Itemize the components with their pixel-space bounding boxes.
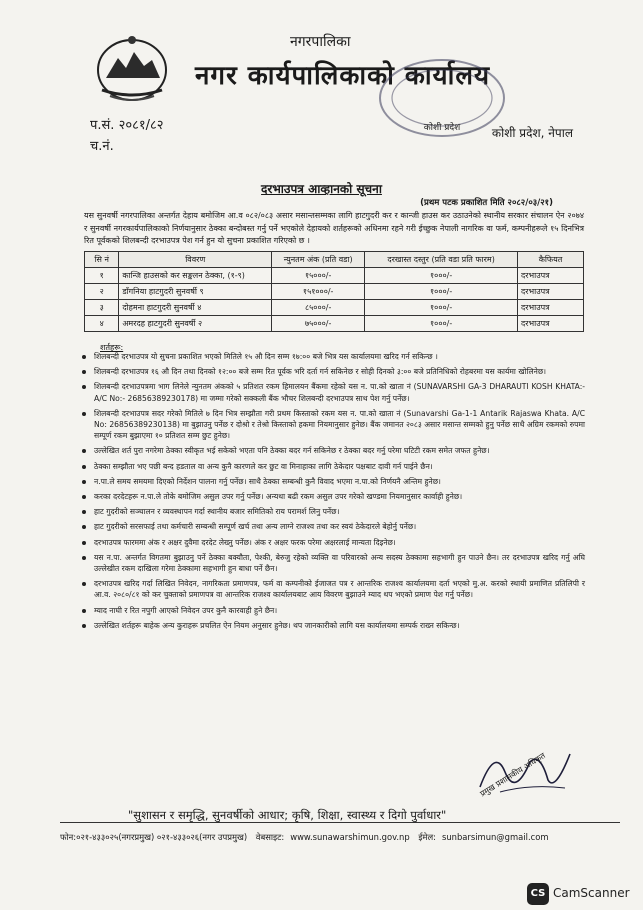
notice-title: दरभाउपत्र आव्हानको सूचना [261, 182, 382, 196]
cell-application-fee: १०००/- [365, 300, 518, 316]
condition-item: करका दरदेटहरू न.पा.ले तोके बमोजिम असुल उपर गर्नु पर्नेछ। अन्यथा बढी रकम असुल उपर गरेको खण्डमा नियमानुसार कार्वाही हुनेछ। [80, 491, 585, 502]
table-row [85, 284, 584, 300]
col-header-minimum-amount: न्युनतम अंक (प्रति वडा) [272, 252, 365, 268]
cell-application-fee: १०००/- [365, 316, 518, 332]
condition-item: ठेक्का सम्झौता भए पछी बन्द हडताल वा अन्य कुनै कारणले कर छुट वा मिनाहाका लागि ठेकेदार पक्षबाट दावी गर्न पाईने छैन। [80, 461, 585, 472]
cell-sn: २ [85, 284, 119, 300]
footer-email-link[interactable]: sunbarsimun@gmail.com [441, 832, 549, 842]
municipality-motto: "सुशासन र समृद्धि, सुनवर्षीको आधार; कृषि, शिक्षा, स्वास्थ्य र दिगो पुर्वाधार" [128, 808, 447, 822]
cell-minimum-amount: १५१०००/- [272, 284, 365, 300]
office-title: नगर कार्यपालिकाको कार्यालय [195, 61, 491, 91]
condition-item: शिलबन्दी दरभाउपत्र सदर गरेको मितिले ७ दिन भित्र सम्झौता गरी प्रथम किस्ताको रकम यस न. पा.को खाता नं (Sunavarshi Ga-1-1 Antarik Rajaswa Khata. A/C No: 26856389230138) मा बुझाउनु पर्नेछ र दोश्रो र तेश्रो किस्ताको हकमा नियमानुसार हुनेछ। बैंक जमानत २०८३ असार मसान्त सम्मको हुनु पर्नेछ साथै अग्रिम रकमको रुपमा सम्पूर्ण रकम बुझाएमा १० प्रतिशत सम्म छुट हुनेछ। [80, 408, 585, 442]
cell-description: कान्जि हाउसको कर सङ्कलन ठेक्का, (१-९) [119, 268, 272, 284]
cell-description: डाँगनिया हाटगुदरी सुनवर्षी ९ [119, 284, 272, 300]
tender-table [84, 251, 584, 332]
cell-sn: १ [85, 268, 119, 284]
condition-item: शिलबन्दी दरभाउपत्रमा भाग लिनेले न्युनतम अंकको ५ प्रतिशत रकम हिमालयन बैंकमा रहेको यस न. पा.को खाता नं (SUNAVARSHI GA-3 DHARAUTI KOSH KHATA:- A/C No:- 26856389230178) मा जम्मा गरेको सक्कली बैंक भौचर शिलबन्दी दरभाउपत्र साथ पेश गर्नु पर्नेछ। [80, 381, 585, 403]
reference-number: प.सं. २०८१/८२ [90, 118, 164, 133]
camscanner-logo-icon: CS [527, 883, 549, 905]
footer-email-label: ईमेल: [418, 832, 436, 842]
cell-remarks: दरभाउपत्र [518, 316, 584, 332]
footer-phone: फोन:०२१-४३३०२५(नगरप्रमुख) ०२१-४३३०२६(नगर उपप्रमुख) [60, 832, 248, 842]
table-row [85, 300, 584, 316]
cell-minimum-amount: १५०००/- [272, 268, 365, 284]
col-header-application-fee: दरखास्त दस्तुर (प्रति वडा प्रति फारम) [365, 252, 518, 268]
footer-contact [60, 832, 620, 843]
cell-remarks: दरभाउपत्र [518, 268, 584, 284]
cell-application-fee: १०००/- [365, 284, 518, 300]
condition-item: उल्लेखित शर्त पुरा नगरेमा ठेक्का स्वीकृत भई सकेको भएता पनि ठेक्का बदर गर्न सकिनेछ र ठेक्का बदर गर्नु परेमा घटिटी रकम समेत जफत हुनेछ। [80, 445, 585, 456]
condition-item: दरभाउपत्र खरिद गर्दा लिखित निवेदन, नागरिकता प्रमाणपत्र, फर्म वा कम्पनीको ईजाजत पत्र र आन्तरिक राजश्व कार्यालयमा दर्ता भएको मु.अ. करको स्थायी प्रमाणित प्रतिलिपी र आ.व. २०८०/८१ को कर चुक्ताको प्रमाणपत्र वा आन्तरिक राजश्व कार्यालयबाट आय विवरण बुझाउने म्याद थप भएको प्रमाण पेश गर्नु पर्नेछ। [80, 578, 585, 600]
notice-intro: यस सुनवर्षी नगरपालिका अन्तर्गत देहाय बमोजिम आ.व ०८२/०८३ असार मसान्तसम्मका लागि हाटगुदरी कर र कान्जी हाउस कर उठाउनेको स्थानीय सरकार संचालन ऐन २०७४ र सुनवर्षी नगरकार्यपालिकाको निर्णयानुसार ठेक्का बन्दोबस्त गर्नु पर्ने भएकोले देहायको शर्तहरूको अधिनमा रहने गरी ईच्छुक नेपाली नागरिक वा फर्म, कम्पनीहरूले १५ दिनभित्र रित पूर्वकको शिलबन्दी दरभाउपत्र पेश गर्न हुन यो सुचना प्रकाशित गरिएको छ । [84, 211, 584, 245]
condition-item: दरभाउपत्र फारममा अंक र अक्षर दुवैमा दरदेट लेख्नु पर्नेछ। अंक र अक्षर फरक परेमा अक्षरलाई मान्यता दिइनेछ। [80, 537, 585, 548]
condition-item: हाट गुदरीको सञ्चालन र व्यवस्थापन गर्दा स्थानीय बजार समितिको राय परामर्श लिनु पर्नेछ। [80, 506, 585, 517]
footer-website-label: वेबसाइट: [255, 832, 285, 842]
condition-item: उल्लेखित शर्तहरू बाहेक अन्य कुराहरू प्रचलित ऐन नियम अनुसार हुनेछ। थप जानकारीको लागि यस कार्यालयमा सम्पर्क राख्न सकिन्छ। [80, 620, 585, 631]
condition-item: हाट गुदरीको सरसफाई तथा कर्मचारी सम्बन्धी सम्पूर्ण खर्च तथा अन्य लाग्ने राजश्व तथा कर स्वयं ठेकेदारले बेहोर्नु पर्नेछ। [80, 521, 585, 532]
condition-item: म्याद नाघी र रित नपुगी आएको निवेदन उपर कुनै कारवाही हुने छैन। [80, 605, 585, 616]
footer-divider [60, 822, 620, 823]
publish-date: (प्रथम पटक प्रकाशित मिति २०८२/०३/२१) [420, 198, 553, 208]
cell-sn: ३ [85, 300, 119, 316]
table-row [85, 268, 584, 284]
conditions-list [80, 351, 585, 635]
municipality-heading: नगरपालिका [290, 34, 351, 50]
condition-item: न.पा.ले समय समयमा दिएको निर्देशन पालना गर्नु पर्नेछ। साथै ठेक्का सम्बन्धी कुनै विवाद भएमा न.पा.को निर्णयनै अन्तिम हुनेछ। [80, 476, 585, 487]
cell-remarks: दरभाउपत्र [518, 284, 584, 300]
cell-description: अमरदह हाटगुदरी सुनवर्षी २ [119, 316, 272, 332]
cell-sn: ४ [85, 316, 119, 332]
camscanner-watermark: CamScanner [553, 886, 630, 900]
table-row [85, 316, 584, 332]
condition-item: यस न.पा. अन्तर्गत विगतमा बुझाउनु पर्ने ठेक्का बक्यौता, पेश्की, बेरुजु रहेको व्यक्ति वा परिवारको अन्य सदस्य ठेक्कामा सहभागी हुन पाउने छैन। तर दरभाउपत्र खरिद गर्नु अघि उल्लेखीत रकम दाखिला गरेमा ठेक्कामा सहभागी हुन बाधा पर्ने छैन। [80, 552, 585, 574]
cell-application-fee: १०००/- [365, 268, 518, 284]
col-header-description: विवरण [119, 252, 272, 268]
col-header-remarks: कैफियत [518, 252, 584, 268]
conditions-heading: शर्तहरू: [100, 343, 124, 352]
footer-website-link[interactable]: www.sunawarshimun.gov.np [290, 832, 410, 842]
cell-minimum-amount: ८५०००/- [272, 300, 365, 316]
table-header-row [85, 252, 584, 268]
condition-item: शिलबन्दी दरभाउपत्र यो सुचना प्रकाशित भएको मितिले १५ औ दिन सम्म १७:०० बजे भित्र यस कार्यालयमा खरिद गर्न सकिन्छ । [80, 351, 585, 362]
nepal-emblem-icon [92, 30, 172, 105]
cell-description: दोहमना हाटगुदरी सुनवर्षी ४ [119, 300, 272, 316]
condition-item: शिलबन्दी दरभाउपत्र १६ औ दिन तथा दिनको १२:०० बजे सम्म रित पूर्वक भरि दर्ता गर्न सकिनेछ र सोही दिनको ३:०० बजे प्रतिनिधिको रोहबरमा यस कार्यमा खोलिनेछ। [80, 366, 585, 377]
col-header-sn: सि नं [85, 252, 119, 268]
dispatch-number: च.नं. [90, 139, 114, 154]
cell-minimum-amount: ७५०००/- [272, 316, 365, 332]
stamp-text: कोशी प्रदेश [423, 123, 461, 133]
signatory-role: प्रमुख प्रशासकीय अधिकृत [478, 751, 547, 799]
province-label: कोशी प्रदेश, नेपाल [491, 126, 573, 140]
cell-remarks: दरभाउपत्र [518, 300, 584, 316]
